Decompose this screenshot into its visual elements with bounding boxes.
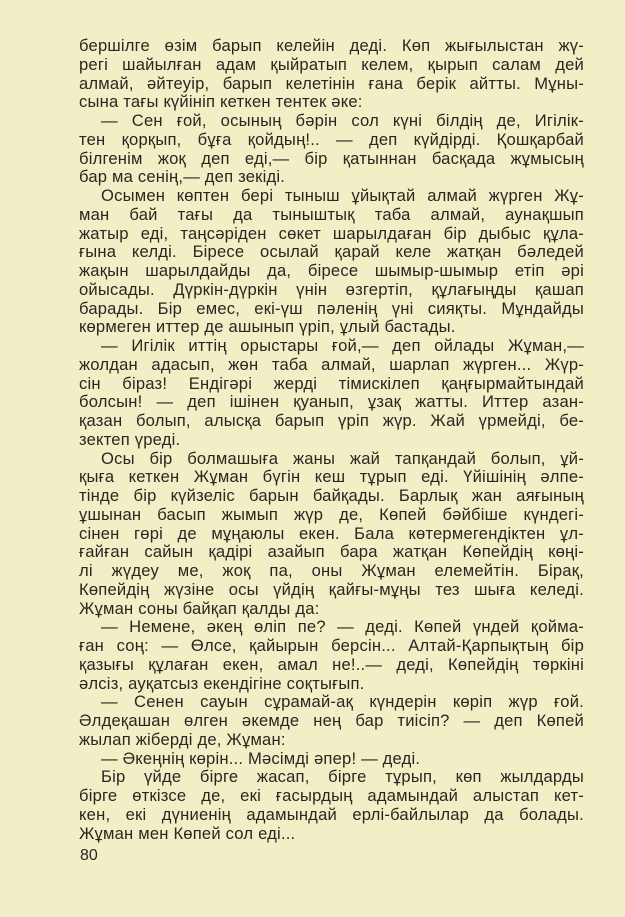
text-line: сына тағы күйініп кеткен тентек әке:: [79, 92, 363, 112]
text-line: әлсіз, ауқатсыз екендігіне соқтығып.: [79, 673, 365, 693]
text-line: — Әкеңнің көрін... Мәсімді әпер! — деді.: [101, 748, 421, 768]
text-line: бірге өткізсе де, екі ғасырдың адамындай алыстап кет-: [79, 786, 584, 805]
text-line: — Немене, әкең өліп пе? — деді. Көпей үндей қойма-: [101, 617, 584, 637]
text-line: жолдан адасып, жөн таба алмай, шарлап жүрген... Жүр-: [79, 354, 584, 374]
text-line: — Сенен сауын сұрамай-ақ күндерін көріп жүр ғой.: [101, 692, 584, 712]
text-line: ман бай тағы да тыныштық таба алмай, аунақшып: [79, 204, 584, 224]
text-line: Жұман мен Көпей сол еді...: [79, 823, 296, 843]
text-line: тен қорқып, бұға қойдың!.. — деп күйдірді. Қошқарбай: [79, 129, 584, 149]
text-line: білгенім жоқ деп еді,— бір қатыннан басқада жұмысың: [79, 148, 584, 168]
text-line: ғына келді. Біресе осылай қарай келе жатқан бәледей: [79, 242, 584, 262]
text-line: сін біраз! Ендігәрі жерді тімискілеп қаңғырмайтындай: [79, 373, 584, 393]
text-line: Осымен көптен бері тыныш ұйықтай алмай жүрген Жұ-: [101, 186, 584, 205]
text-line: қыға кеткен Жұман бүгін кеш тұрып еді. Үйішінің әлпе-: [79, 467, 584, 487]
text-line: жылап жіберді де, Жұман:: [79, 729, 286, 749]
text-line: Осы бір болмашыға жаны жай тапқандай болып, ұй-: [101, 448, 584, 468]
text-line: жатыр еді, таңсәріден сөкет шарылдаған бір дыбыс құла-: [79, 223, 584, 243]
text-line: алмай, әйтеуір, барып келетінін ғана берік айтты. Мұны-: [79, 73, 584, 93]
text-line: Жұман соны байқап қалды да:: [79, 598, 320, 618]
text-line: бар ма сенің,— деп зекіді.: [79, 167, 286, 187]
text-line: кен, екі дүниенің адамындай ерлі-байлылар да болады.: [79, 804, 584, 824]
text-line: ғайған сайын қадірі азайып бара жатқан Көпейдің көңі-: [79, 542, 584, 562]
text-line: — Игілік иттің орыстары ғой,— деп ойлады Жұман,—: [101, 336, 584, 355]
text-line: жақын шарылдайды да, біресе шымыр-шымыр етіп әрі: [79, 261, 584, 280]
text-line: сінен гөрі де мұңаюлы екен. Бала көтермегендіктен ұл-: [79, 523, 584, 543]
text-line: Бір үйде бірге жасап, бірге тұрып, көп жылдарды: [101, 767, 584, 787]
text-line: зектеп үреді.: [79, 429, 181, 449]
text-line: қазығы құлаған екен, амал не!..— деді, Көпейдің төркіні: [79, 654, 584, 674]
text-line: ған соң: — Өлсе, қайырын берсін... Алтай-Қарпықтың бір: [79, 636, 584, 655]
text-line: барады. Бір емес, екі-үш пәленің үні сияқты. Мұндайды: [79, 298, 584, 318]
page-body-text: [79, 37, 584, 843]
text-line: қазан болып, алысқа барып үріп жүр. Жай үрмейді, бе-: [79, 411, 584, 430]
text-line: лі жүдеу ме, жоқ па, оны Жұман елемейтін. Бірақ,: [79, 561, 584, 580]
text-line: ойысады. Дүркін-дүркін үнін өзгертіп, құлағыңды қашап: [79, 279, 584, 299]
text-line: регі шайылған адам қыйратып келем, қырып салам дей: [79, 54, 584, 74]
text-line: көрмеген иттер де ашынып үріп, ұлый бастады.: [79, 317, 456, 337]
text-line: Көпейдің жүзіне осы үйдің қайғы-мұңы тез шыға келеді.: [79, 579, 584, 599]
page-number: 80: [80, 847, 98, 864]
text-line: бершілге өзім барып келейін деді. Көп жығылыстан жү-: [79, 36, 584, 55]
text-line: болсын! — деп ішінен қуанып, ұзақ жатты. Иттер азан-: [79, 392, 584, 412]
text-line: — Сен ғой, осының бәрін сол күні білдің де, Игілік-: [101, 111, 584, 130]
text-line: ұшынан басып жымып жүр де, Көпей бәйбіше күндегі-: [79, 504, 584, 524]
text-line: Әлдеқашан өлген әкемде нең бар тиісіп? — деп Көпей: [79, 711, 584, 730]
text-line: тінде бір күйзеліс барын байқады. Барлық жан аяғының: [79, 486, 584, 505]
